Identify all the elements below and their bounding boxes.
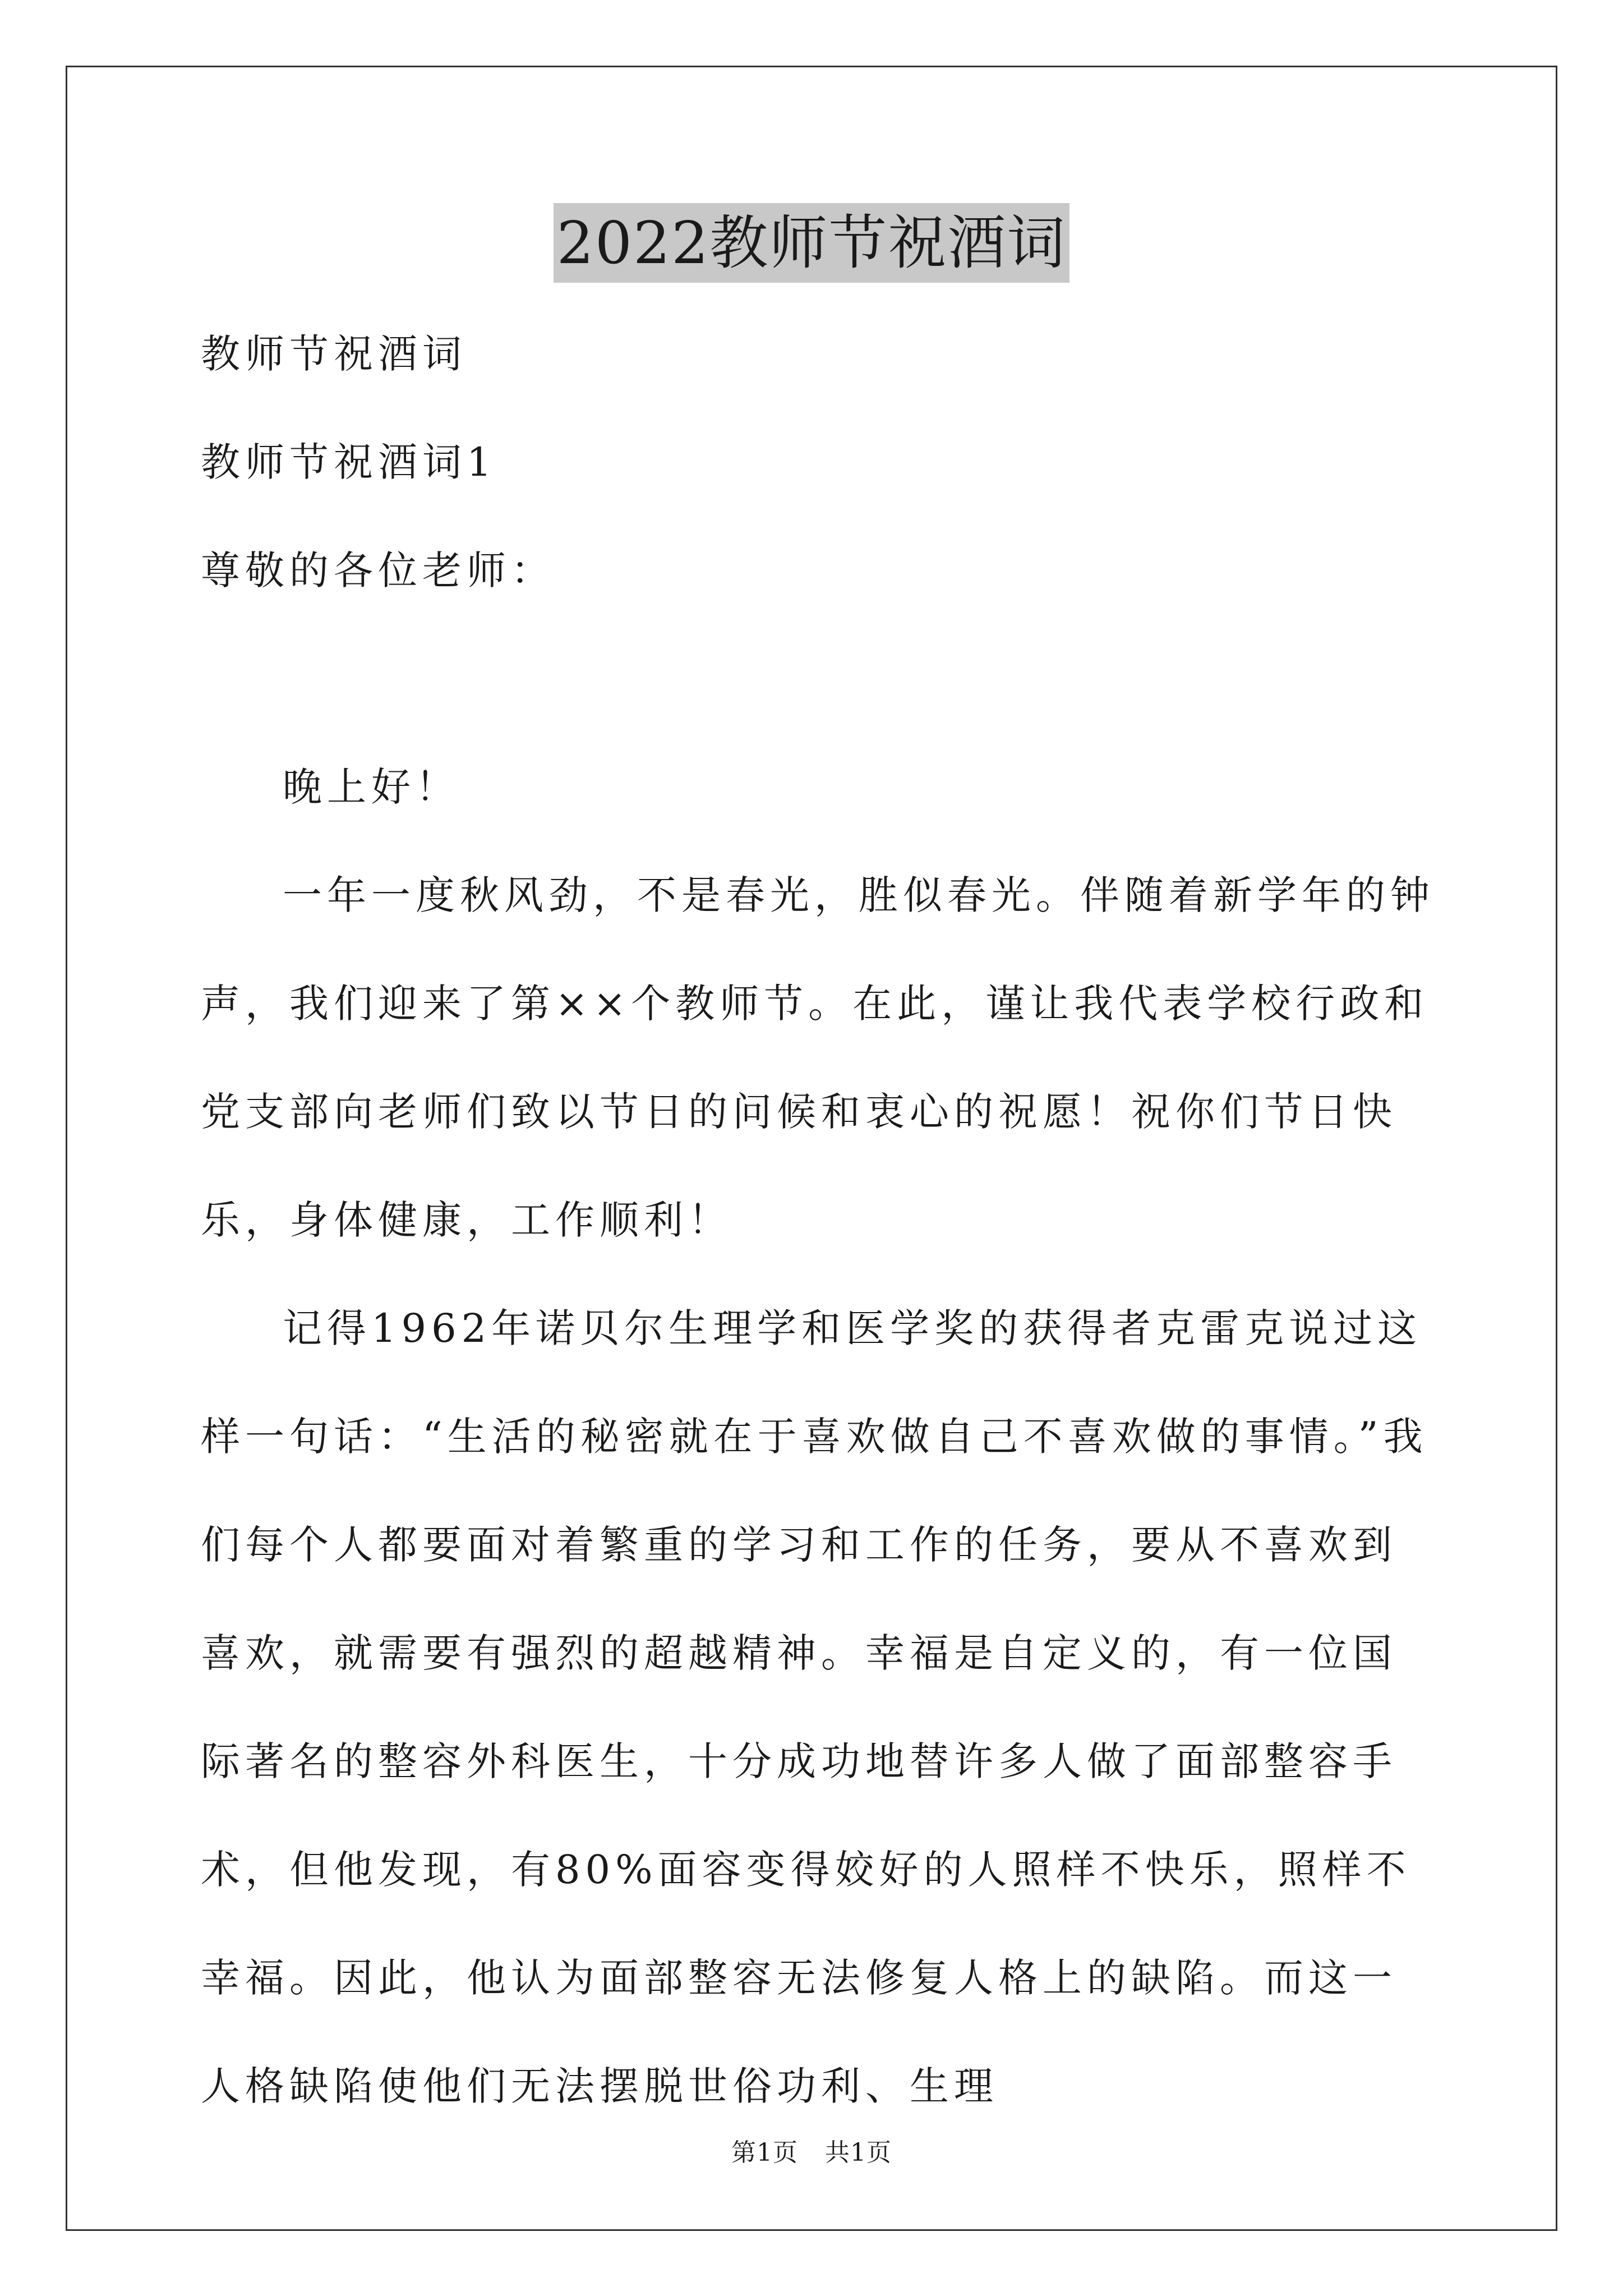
body-paragraph: 一年一度秋风劲，不是春光，胜似春光。伴随着新学年的钟声，我们迎来了第××个教师节。在此，谨让我代表学校行政和党支部向老师们致以节日的问候和衷心的祝愿！祝你们节日快乐，身体健康，工作顺利！	[201, 872, 1435, 1243]
page-footer	[0, 2136, 1623, 2170]
heading-line: 教师节祝酒词1	[201, 439, 497, 485]
page-number: 第1页	[731, 2138, 798, 2167]
greeting: 晚上好！	[283, 764, 460, 810]
document-title: 2022教师节祝酒词	[554, 203, 1070, 283]
title-container	[0, 203, 1623, 283]
page-total: 共1页	[825, 2138, 892, 2167]
blank-line	[201, 625, 1435, 733]
heading-line: 教师节祝酒词	[201, 331, 467, 377]
salutation: 尊敬的各位老师：	[201, 547, 555, 593]
document-body	[201, 300, 1435, 2141]
body-paragraph: 记得1962年诺贝尔生理学和医学奖的获得者克雷克说过这样一句话：“生活的秘密就在于喜欢做自己不喜欢做的事情。”我们每个人都要面对着繁重的学习和工作的任务，要从不喜欢到喜欢，就需要有强烈的超越精神。幸福是自定义的，有一位国际著名的整容外科医生，十分成功地替许多人做了面部整容手术，但他发现，有80%面容变得姣好的人照样不快乐，照样不幸福。因此，他认为面部整容无法修复人格上的缺陷。而这一人格缺陷使他们无法摆脱世俗功利、生理	[201, 1305, 1428, 2109]
